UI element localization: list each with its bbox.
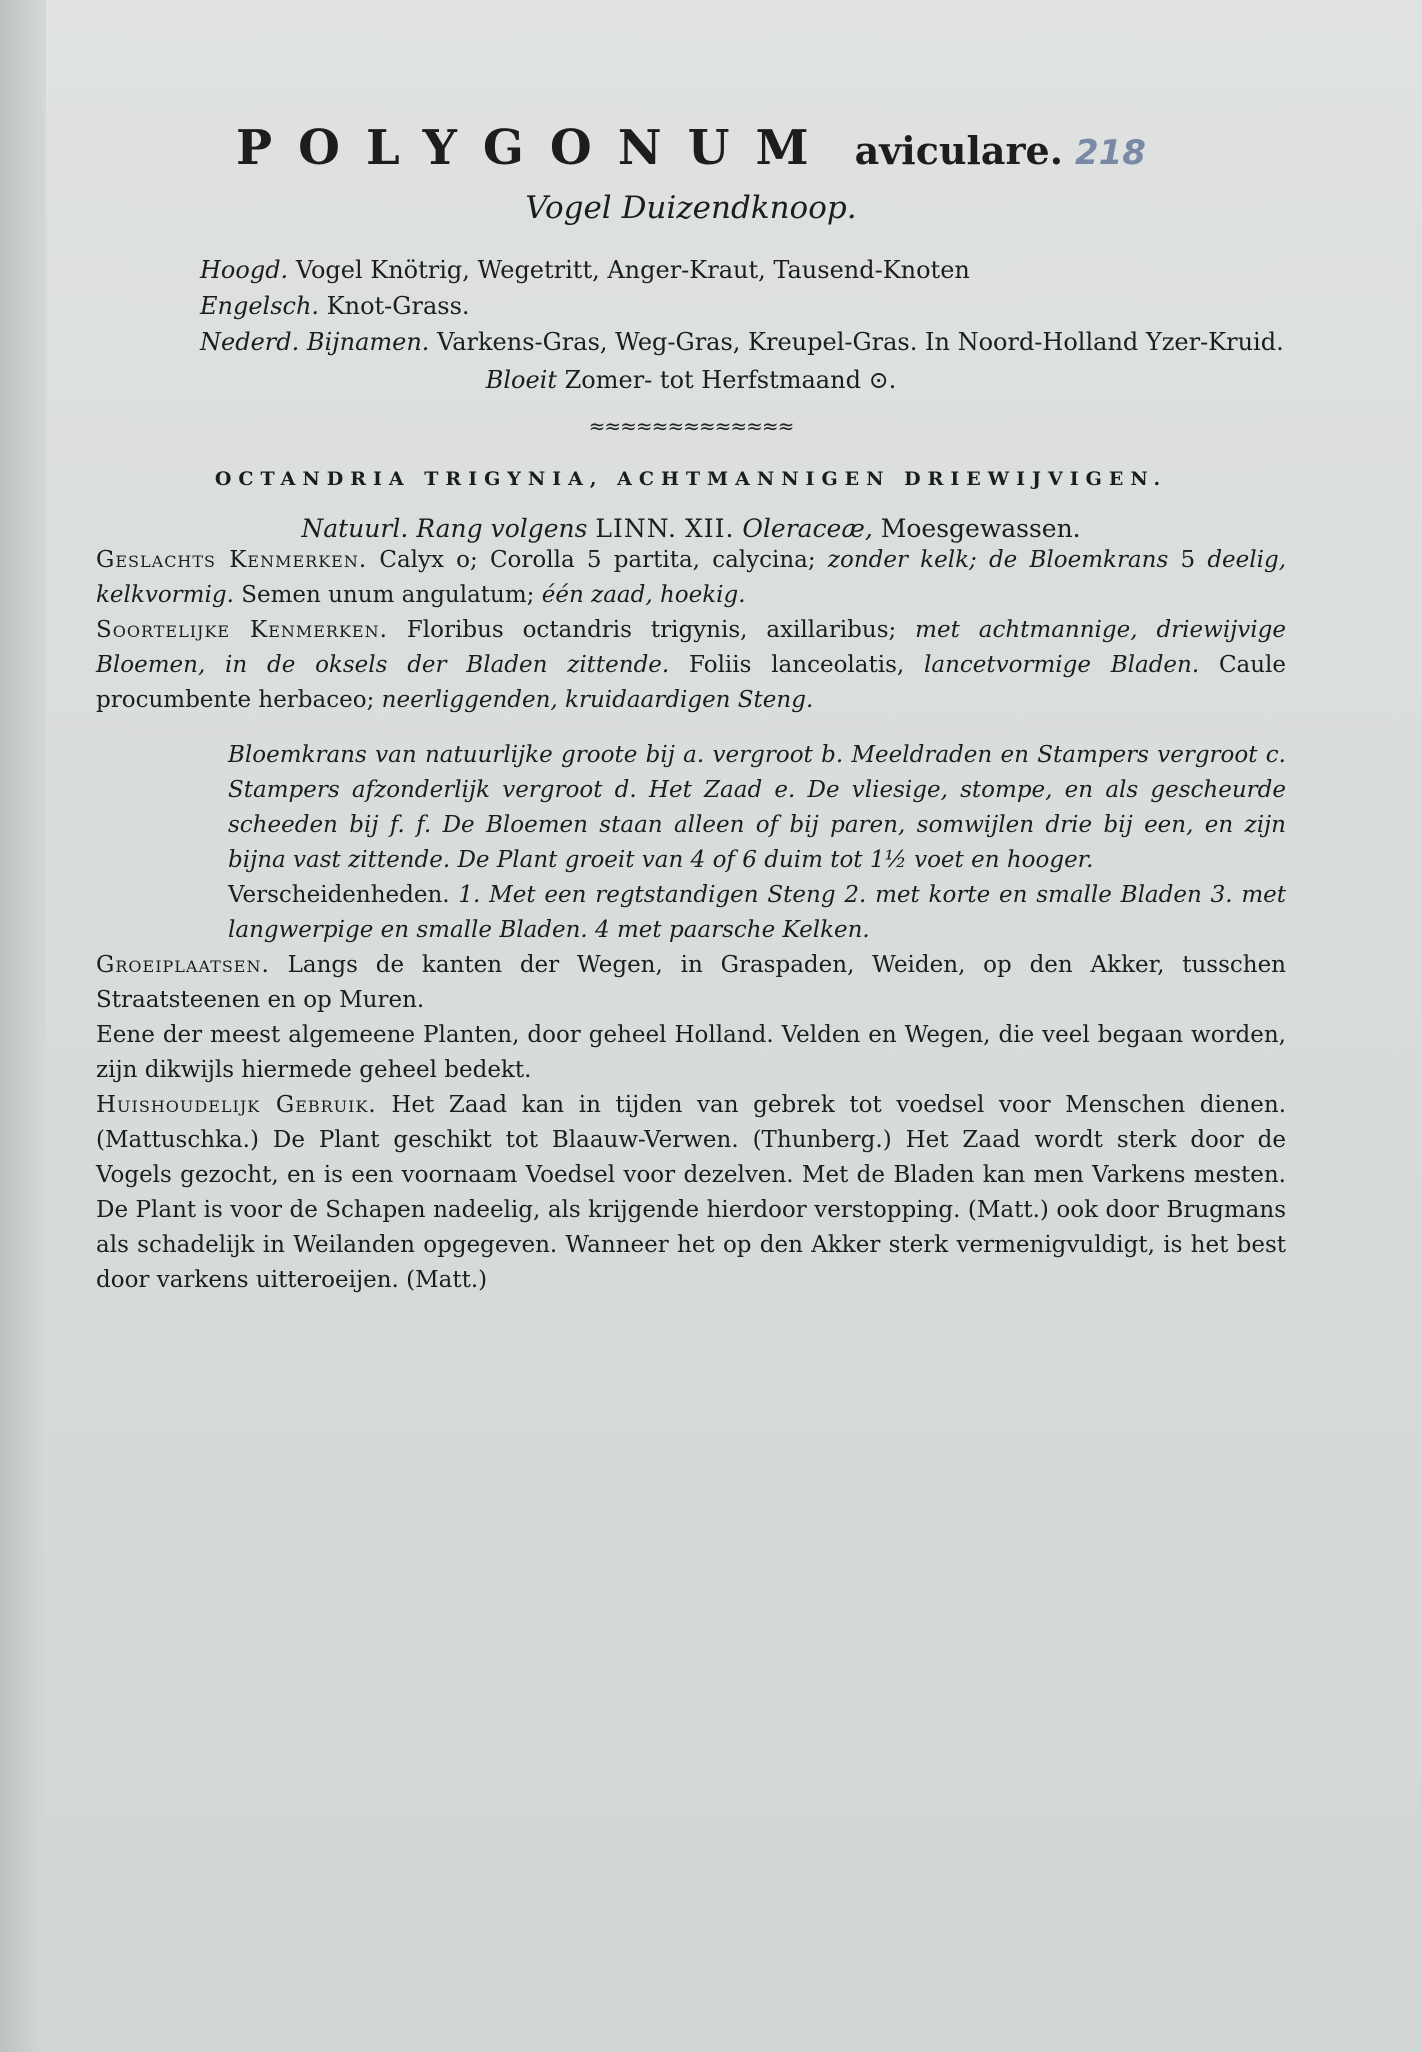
species-title: aviculare. [854, 128, 1063, 173]
rank-label: Natuurl. Rang volgens [301, 514, 588, 543]
rank-family-dutch: Moesgewassen. [880, 514, 1081, 543]
name-text: Knot-Grass. [326, 292, 470, 320]
species-characteristics [96, 613, 1286, 718]
habitat [96, 948, 1286, 1018]
household-use [96, 1088, 1286, 1298]
section-heading: Soortelijke Kenmerken. [96, 617, 388, 643]
natural-rank [96, 514, 1286, 543]
flowering-time [96, 366, 1286, 394]
section-heading: Huishoudelijk Gebruik. [96, 1092, 377, 1118]
name-line-english [200, 288, 1286, 324]
page-title [96, 120, 1286, 176]
ornament-divider: ≈≈≈≈≈≈≈≈≈≈≈≈≈ [588, 414, 794, 438]
name-line-dutch [200, 324, 1286, 360]
dutch-name: Vogel Duizendknoop. [525, 190, 857, 226]
varieties-label: Verscheidenheden. [228, 882, 450, 908]
habitat-note: Eene der meest algemeene Planten, door geheel Holland. Velden en Wegen, die veel begaan worden, zijn dikwijls hiermede geheel bedekt. [96, 1022, 1286, 1083]
text: Calyx o; Corolla 5 partita, calycina; [379, 547, 816, 573]
rank-family-latin: Oleraceæ, [742, 514, 873, 543]
content [96, 120, 1286, 1298]
name-text: Varkens-Gras, Weg-Gras, Kreupel-Gras. In Noord-Holland Yzer-Kruid. [437, 328, 1284, 356]
text-italic: met achtmannige, driewijvige Bloemen, in de oksels der Bladen zittende. [96, 617, 1286, 678]
name-line-german [200, 252, 1286, 288]
habitat-text: Langs de kanten der Wegen, in Graspaden, Weiden, op den Akker, tusschen Straatsteenen en op Muren. [96, 952, 1286, 1013]
household-text: Het Zaad kan in tijden van gebrek tot voedsel voor Menschen dienen. (Mattuschka.) De Plant geschikt tot Blaauw-Verwen. (Thunberg.) Het Zaad wordt sterk door de Vogels gezocht, en is een voornaam Voedsel voor dezelven. Met de Bladen kan men Varkens mesten. De Plant is voor de Schapen nadeelig, als krijgende hierdoor verstopping. (Matt.) ook door Brugmans als schadelijk in Weilanden opgegeven. Wanneer het op den Akker sterk vermenigvuldigt, is het best door varkens uitteroeijen. (Matt.) [96, 1092, 1286, 1293]
flowering-label: Bloeit [485, 366, 557, 394]
section-heading: Groeiplaatsen. [96, 952, 270, 978]
name-label: Nederd. Bijnamen. [200, 328, 430, 356]
rank-author: LINN. [595, 514, 677, 543]
figure-explanation [228, 738, 1286, 948]
page-number: 218 [1074, 133, 1146, 173]
text: Floribus octandris trigynis, axillaribus; [406, 617, 897, 643]
name-label: Hoogd. [200, 256, 289, 284]
section-heading: Geslachts Kenmerken. [96, 547, 368, 573]
genus-characteristics [96, 543, 1286, 613]
name-text: Vogel Knötrig, Wegetritt, Anger-Kraut, Tausend-Knoten [295, 256, 970, 284]
text: Caule procumbente herbaceo; [96, 652, 1287, 713]
rank-number: XII. [684, 514, 735, 543]
figure-text: Bloemkrans van natuurlijke groote bij a. vergroot b. Meeldraden en Stampers vergroot c. Stampers afzonderlijk vergroot d. Het Zaad e. De vliesige, stompe, en als gescheurde scheeden bij f. f. De Bloemen staan alleen of bij paren, somwijlen drie bij een, en zijn bijna vast zittende. De Plant groeit van 4 of 6 duim tot 1½ voet en hooger. [228, 742, 1286, 873]
varieties-text: 1. Met een regtstandigen Steng 2. met korte en smalle Bladen 3. met langwerpige en smalle Bladen. 4 met paarsche Kelken. [228, 882, 1287, 943]
text: Semen unum angulatum; [241, 582, 535, 608]
text-italic: één zaad, hoekig. [541, 582, 746, 608]
classification: OCTANDRIA TRIGYNIA, ACHTMANNIGEN DRIEWIJVIGEN. [214, 468, 1168, 490]
name-label: Engelsch. [200, 292, 320, 320]
text-italic: zonder kelk; de Bloemkrans [827, 547, 1169, 573]
genus-title: POLYGONUM [236, 120, 835, 176]
varieties [228, 878, 1286, 948]
text-italic: neerliggenden, kruidaardigen Steng. [381, 687, 814, 713]
flowering-text: Zomer- tot Herfstmaand ⊙. [564, 366, 897, 394]
text-italic: deelig, kelkvormig. [96, 547, 1287, 608]
text-italic: lancetvormige Bladen. [924, 652, 1200, 678]
text: Foliis lanceolatis, [689, 652, 905, 678]
text: 5 [1180, 547, 1196, 573]
vernacular-names [200, 252, 1286, 360]
